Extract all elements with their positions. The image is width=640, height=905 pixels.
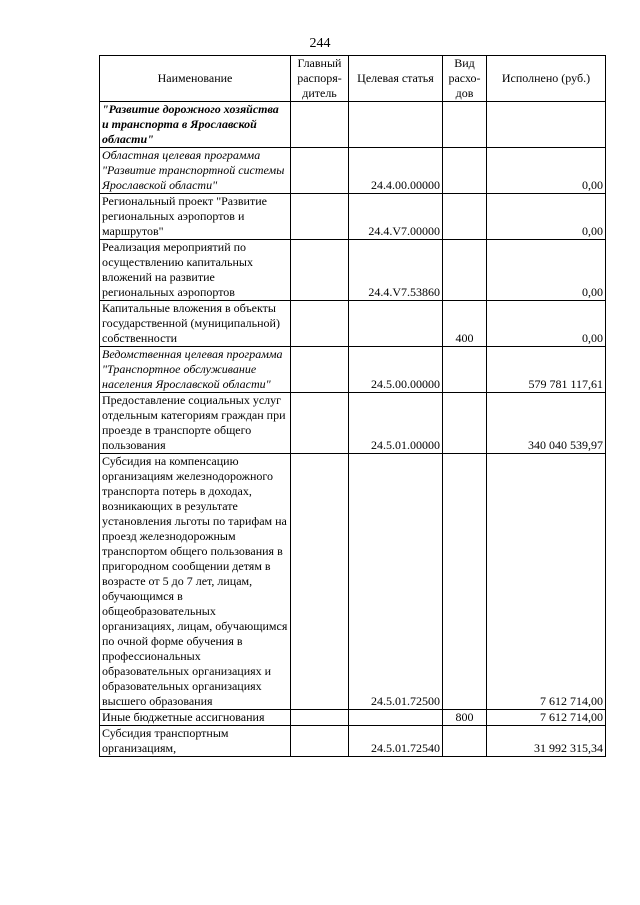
cell-name: Региональный проект "Развитие региональных аэропортов и маршрутов" xyxy=(100,194,291,240)
cell-main-administrator xyxy=(291,102,349,148)
cell-target-article: 24.5.01.00000 xyxy=(349,393,443,454)
cell-name: Субсидия на компенсацию организациям железнодорожного транспорта потерь в доходах, возникающих в результате установления льготы по тарифам на проезд железнодорожным транспортом общего пользования в пригородном сообщении детям в возрасте от 5 до 7 лет, лицам, обучающимся в общеобразовательных организациях, лицам, обучающимся по очной форме обучения в профессиональных образовательных организациях и образовательных организациях высшего образования xyxy=(100,454,291,710)
cell-executed: 7 612 714,00 xyxy=(487,710,606,726)
cell-target-article: 24.4.V7.53860 xyxy=(349,240,443,301)
cell-main-administrator xyxy=(291,710,349,726)
cell-expense-type xyxy=(443,393,487,454)
cell-name: Иные бюджетные ассигнования xyxy=(100,710,291,726)
cell-main-administrator xyxy=(291,194,349,240)
table-row xyxy=(100,726,606,757)
cell-target-article xyxy=(349,301,443,347)
cell-executed: 0,00 xyxy=(487,148,606,194)
header-name: Наименование xyxy=(100,56,291,102)
cell-main-administrator xyxy=(291,240,349,301)
cell-name: Областная целевая программа "Развитие транспортной системы Ярославской области" xyxy=(100,148,291,194)
budget-table xyxy=(99,55,606,757)
table-row xyxy=(100,454,606,710)
cell-executed: 7 612 714,00 xyxy=(487,454,606,710)
cell-expense-type xyxy=(443,102,487,148)
cell-executed: 31 992 315,34 xyxy=(487,726,606,757)
table-row xyxy=(100,102,606,148)
table-row xyxy=(100,194,606,240)
header-main-administrator: Главный распоря-дитель xyxy=(291,56,349,102)
cell-target-article: 24.5.01.72500 xyxy=(349,454,443,710)
cell-expense-type xyxy=(443,726,487,757)
cell-main-administrator xyxy=(291,393,349,454)
cell-expense-type xyxy=(443,240,487,301)
cell-target-article: 24.4.V7.00000 xyxy=(349,194,443,240)
cell-executed: 340 040 539,97 xyxy=(487,393,606,454)
header-target-article: Целевая статья xyxy=(349,56,443,102)
cell-executed: 0,00 xyxy=(487,194,606,240)
cell-name: Ведомственная целевая программа "Транспортное обслуживание населения Ярославской области" xyxy=(100,347,291,393)
cell-name: "Развитие дорожного хозяйства и транспорта в Ярославской области" xyxy=(100,102,291,148)
cell-name: Капитальные вложения в объекты государственной (муниципальной) собственности xyxy=(100,301,291,347)
table-row xyxy=(100,393,606,454)
cell-target-article xyxy=(349,710,443,726)
table-header-row xyxy=(100,56,606,102)
page-number: 244 xyxy=(309,36,331,51)
cell-target-article: 24.5.01.72540 xyxy=(349,726,443,757)
cell-main-administrator xyxy=(291,347,349,393)
cell-executed: 0,00 xyxy=(487,240,606,301)
cell-expense-type xyxy=(443,347,487,393)
cell-target-article: 24.4.00.00000 xyxy=(349,148,443,194)
cell-expense-type: 800 xyxy=(443,710,487,726)
cell-target-article: 24.5.00.00000 xyxy=(349,347,443,393)
cell-name: Субсидия транспортным организациям, xyxy=(100,726,291,757)
cell-expense-type: 400 xyxy=(443,301,487,347)
cell-expense-type xyxy=(443,454,487,710)
table-row xyxy=(100,240,606,301)
table-row xyxy=(100,710,606,726)
cell-main-administrator xyxy=(291,454,349,710)
cell-name: Предоставление социальных услуг отдельным категориям граждан при проезде в транспорте общего пользования xyxy=(100,393,291,454)
cell-name: Реализация мероприятий по осуществлению капитальных вложений на развитие региональных аэропортов xyxy=(100,240,291,301)
cell-main-administrator xyxy=(291,301,349,347)
cell-target-article xyxy=(349,102,443,148)
table-row xyxy=(100,347,606,393)
cell-executed: 0,00 xyxy=(487,301,606,347)
header-executed: Исполнено (руб.) xyxy=(487,56,606,102)
table-row xyxy=(100,148,606,194)
header-expense-type: Вид расхо-дов xyxy=(443,56,487,102)
cell-expense-type xyxy=(443,148,487,194)
cell-executed: 579 781 117,61 xyxy=(487,347,606,393)
cell-expense-type xyxy=(443,194,487,240)
table-row xyxy=(100,301,606,347)
cell-main-administrator xyxy=(291,148,349,194)
cell-executed xyxy=(487,102,606,148)
cell-main-administrator xyxy=(291,726,349,757)
